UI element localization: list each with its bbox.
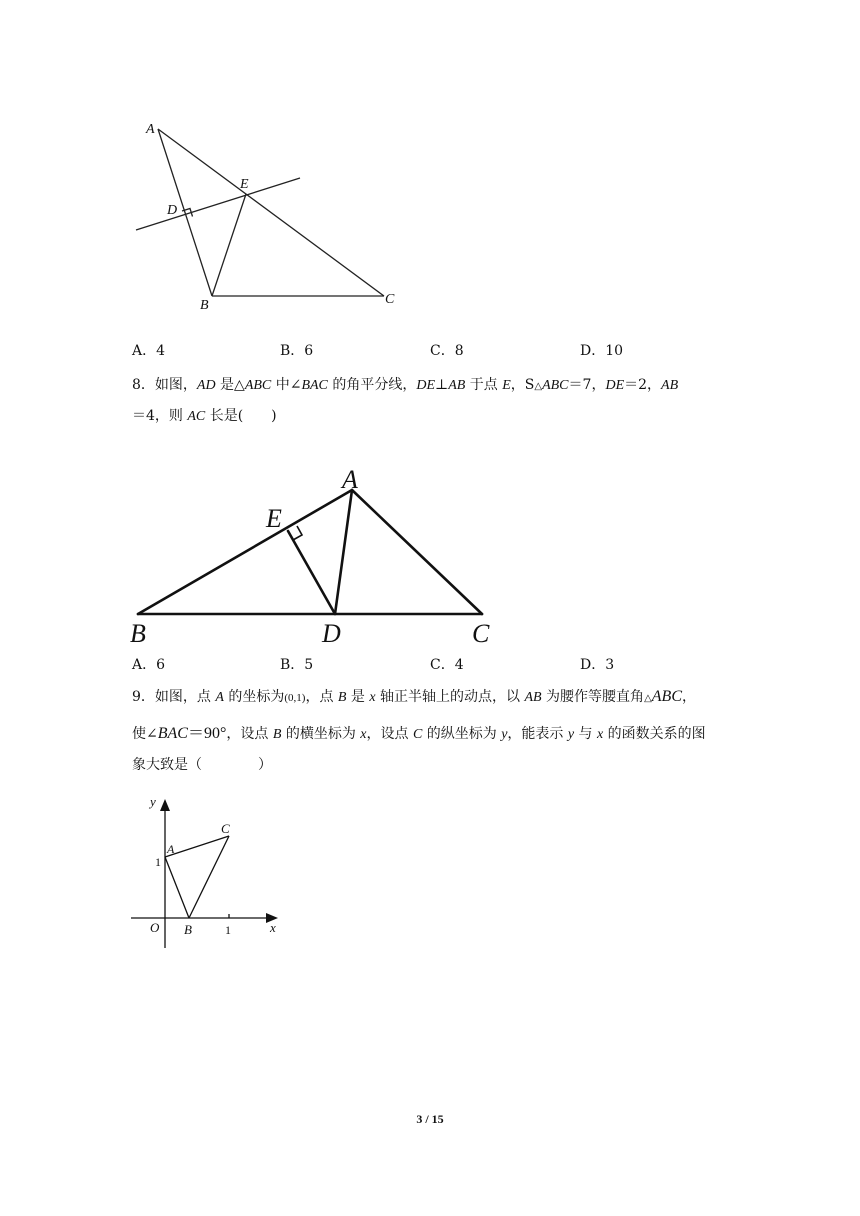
label-one-x: 1 [225, 923, 231, 937]
label-a: A [146, 122, 155, 137]
segment-ab [165, 857, 189, 918]
label-c: C [385, 292, 395, 307]
label-e: E [240, 177, 249, 192]
label-d: D [322, 619, 341, 648]
segment-ac [352, 490, 482, 614]
label-a: A [342, 465, 358, 494]
label-one-y: 1 [155, 855, 161, 869]
q7-option-c: C．8 [430, 343, 464, 359]
segment-ba [138, 490, 352, 614]
label-e: E [266, 504, 282, 533]
label-d: D [167, 203, 178, 218]
label-c: C [472, 619, 490, 648]
label-a: A [167, 842, 175, 856]
q7-option-b: B．6 [280, 343, 314, 359]
figure-q7 [130, 110, 410, 315]
label-b: B [130, 619, 146, 648]
figure-q8 [125, 460, 505, 650]
label-b: B [200, 298, 209, 313]
q7-option-d: D．10 [580, 343, 624, 359]
right-angle-mark [293, 526, 302, 540]
q9-line-2: 使∠BAC＝90°，设点 B 的横坐标为 x，设点 C 的纵坐标为 y，能表示 y 与 x 的函数关系的图 [132, 725, 706, 742]
perpendicular-line [136, 178, 300, 230]
q9-line-3: 象大致是（ ） [132, 757, 272, 773]
figure-q9 [125, 790, 285, 955]
segment-de [288, 531, 335, 614]
label-c: C [221, 821, 230, 836]
q8-option-b: B．5 [280, 657, 314, 673]
q8-option-d: D．3 [580, 657, 615, 673]
label-x: x [270, 920, 276, 935]
segment-be [212, 194, 246, 296]
label-o: O [150, 920, 160, 935]
q8-line-1: 8．如图，AD 是△ABC 中∠BAC 的角平分线，DE⊥AB 于点 E，S△ABC＝7，DE＝2，AB [132, 377, 679, 393]
label-y: y [150, 794, 156, 809]
q9-line-1: 9．如图，点 A 的坐标为(0,1)，点 B 是 x 轴正半轴上的动点，以 AB 为腰作等腰直角△ABC， [132, 688, 696, 705]
page-number: 3 / 15 [416, 1112, 444, 1126]
q8-option-c: C．4 [430, 657, 464, 673]
segment-bc [189, 836, 229, 918]
segment-ac [165, 836, 229, 857]
y-axis-arrow [160, 799, 170, 811]
label-b: B [184, 922, 192, 937]
q7-option-a: A．4 [132, 343, 166, 359]
segment-ad [335, 490, 352, 614]
q8-option-a: A．6 [132, 657, 166, 673]
q8-line-2: ＝4，则 AC 长是( ) [132, 408, 277, 424]
